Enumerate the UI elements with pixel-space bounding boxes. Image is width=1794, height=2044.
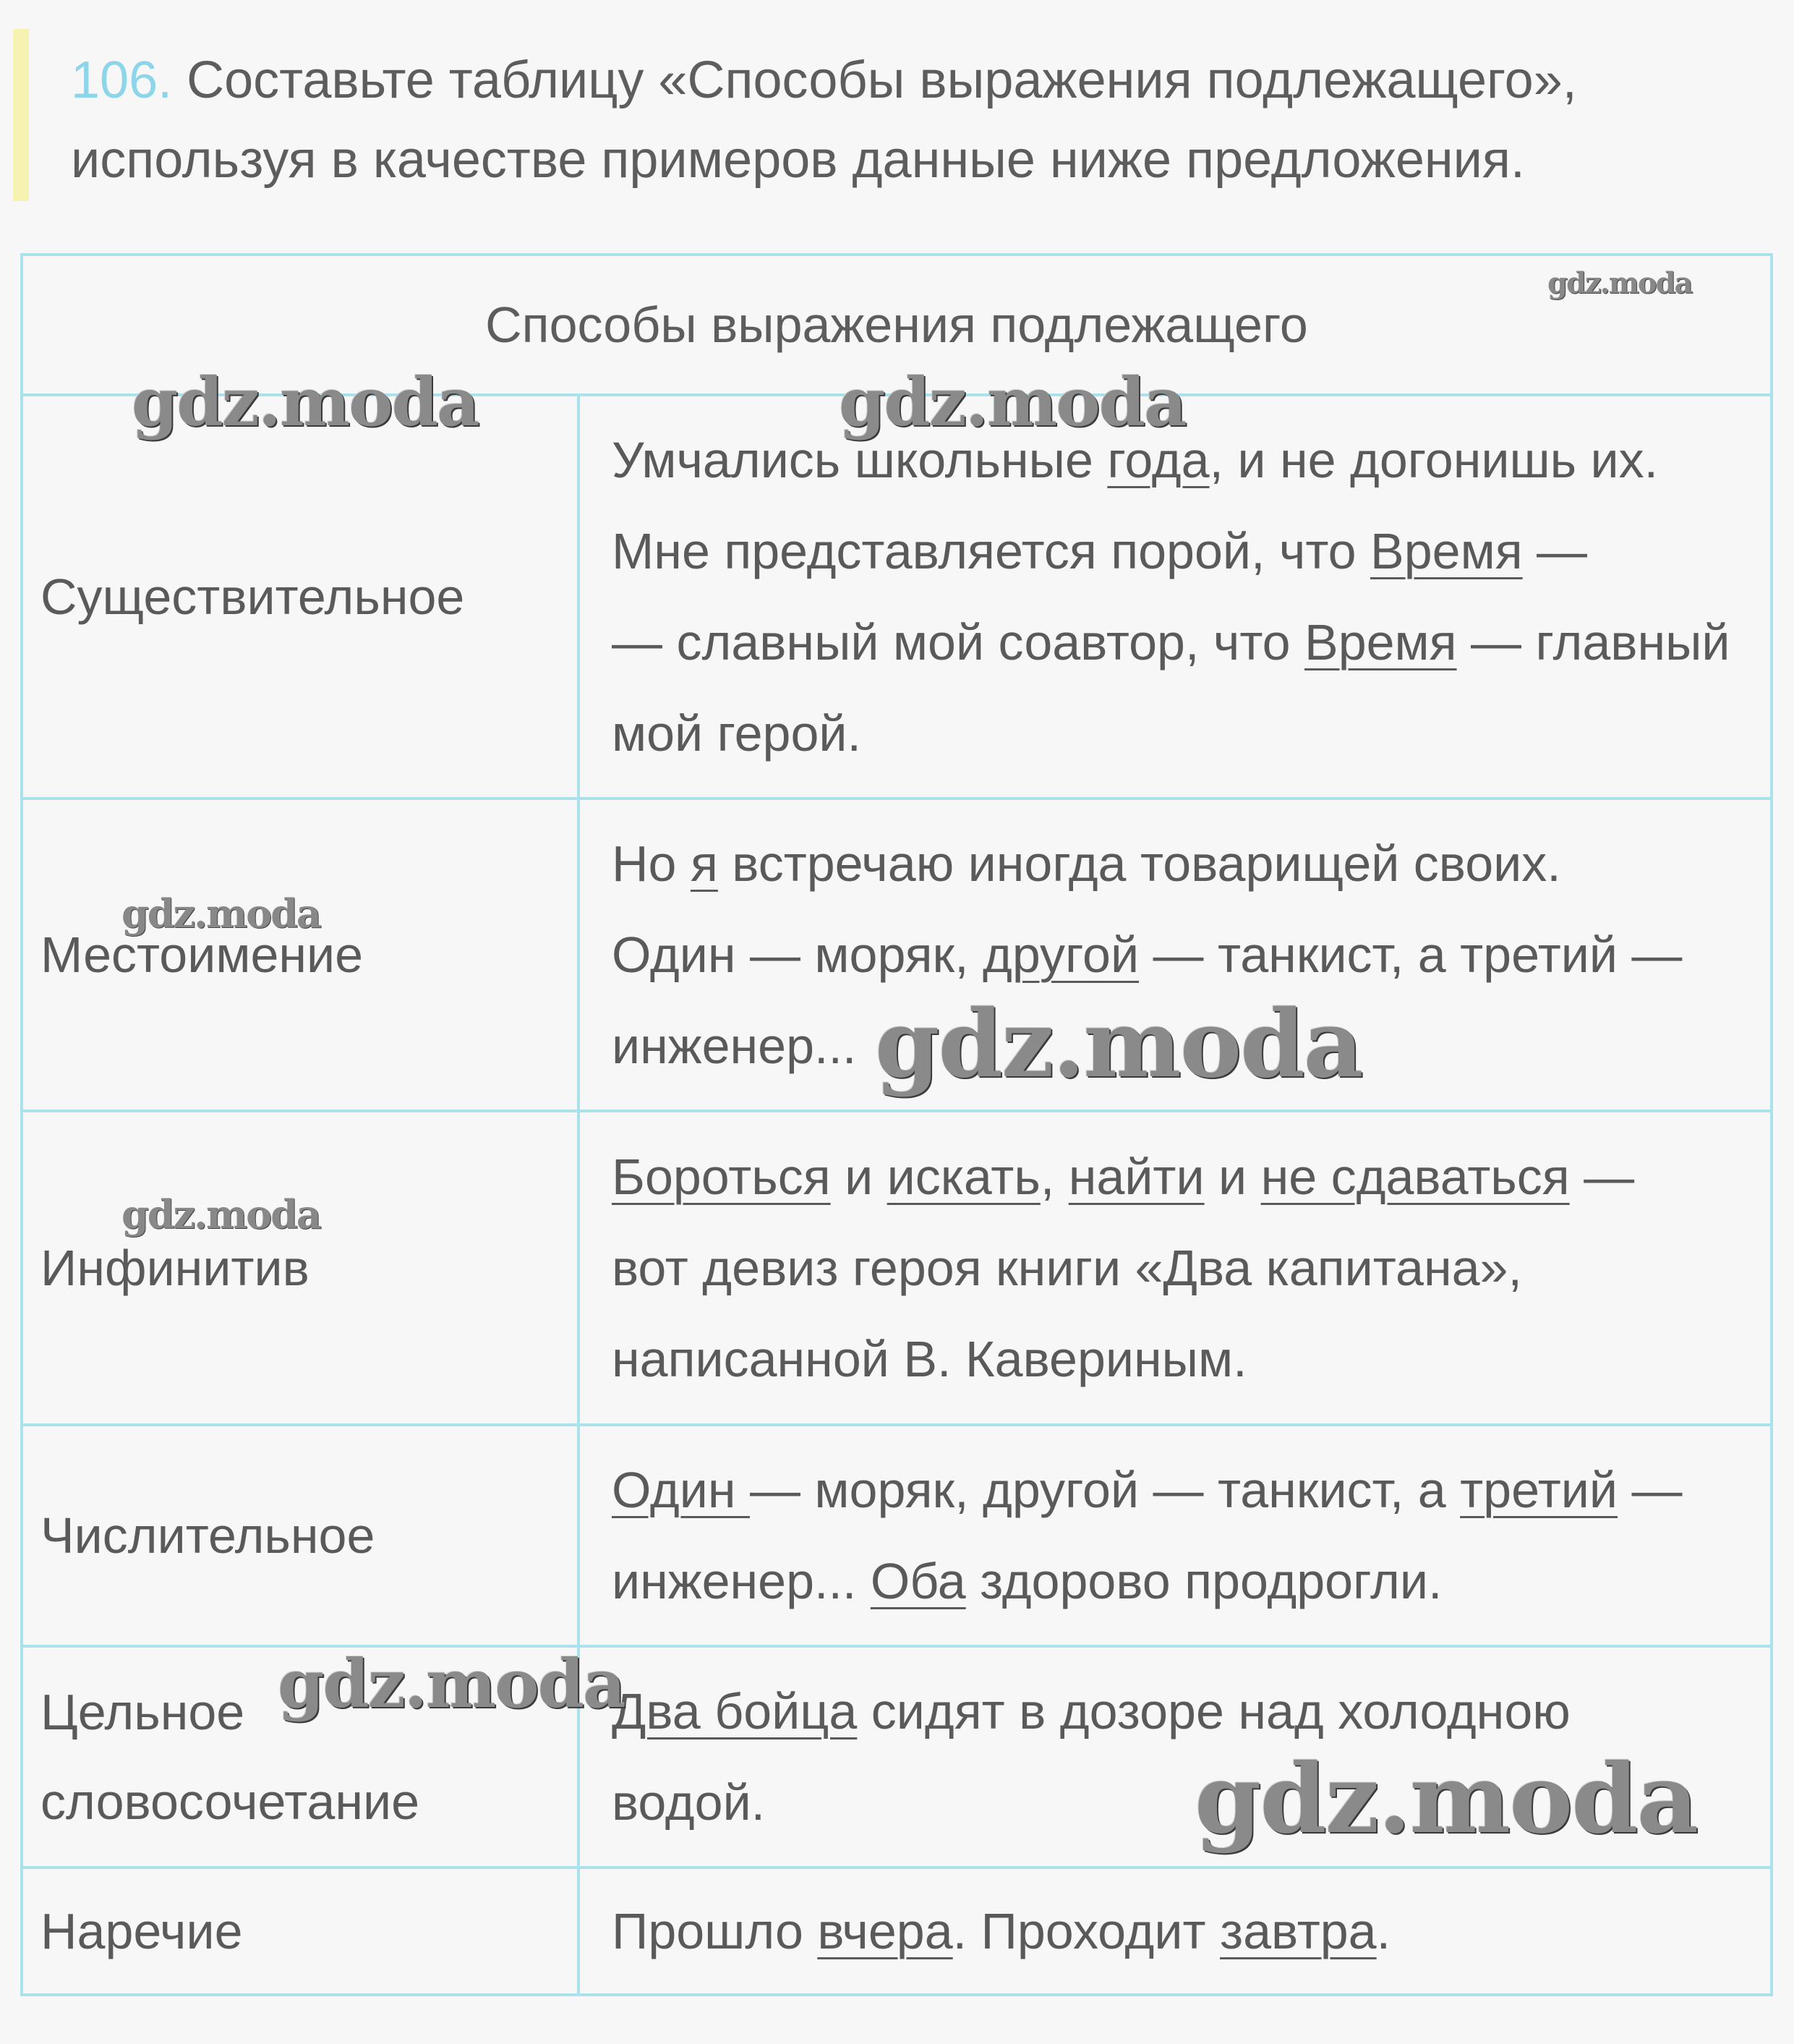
row-label (23, 1648, 580, 1866)
table-row (23, 1645, 1770, 1869)
subject-word: Два бойца (612, 1683, 858, 1739)
example-text: Прошло (612, 1903, 818, 1959)
table-row (23, 800, 1770, 1112)
watermark: gdz.moda (121, 1191, 320, 1238)
example-line (612, 990, 1756, 1099)
task-text-1: Составьте таблицу «Способы выражения подлежащего», (172, 51, 1577, 109)
subject-word: вчера (817, 1903, 953, 1959)
example-line (612, 1666, 1756, 1757)
example-text: Умчались школьные (612, 432, 1108, 488)
example-line (612, 506, 1756, 597)
row-label-line-1: Цельное (40, 1684, 245, 1740)
row-label: Местоимение (23, 800, 580, 1110)
example-text: Один — моряк, (612, 927, 983, 983)
table-row (23, 1426, 1770, 1648)
subject-word: Оба (870, 1553, 966, 1609)
example-text: встречаю иногда товарищей своих. (717, 835, 1561, 892)
example-text: — моряк, другой — танкист, а (749, 1462, 1461, 1518)
subject-word: Время (1370, 523, 1523, 579)
example-line (612, 1131, 1756, 1222)
task-line-1 (71, 41, 1770, 120)
example-text: и (830, 1149, 887, 1205)
row-example (580, 1648, 1770, 1866)
example-line (612, 688, 1756, 779)
example-line (612, 1757, 1756, 1848)
example-text: здорово продрогли. (965, 1553, 1443, 1609)
example-line (612, 414, 1756, 506)
subject-word: Бороться (612, 1149, 831, 1205)
example-text: Но (612, 835, 691, 892)
example-text: написанной В. Кавериным. (612, 1331, 1247, 1387)
row-example (580, 1112, 1770, 1423)
subject-word: не сдаваться (1260, 1149, 1570, 1205)
row-label: Числительное (23, 1426, 580, 1645)
row-label: Инфинитив (23, 1112, 580, 1423)
row-label: Наречие (23, 1869, 580, 1993)
row-label-line-2: словосочетание (40, 1773, 420, 1830)
example-text: — танкист, а третий — (1139, 927, 1683, 983)
row-example (580, 396, 1770, 797)
example-line (612, 1222, 1756, 1313)
example-text: инженер... (612, 1553, 871, 1609)
subject-word: искать (887, 1149, 1041, 1205)
subject-word: Время (1304, 614, 1457, 670)
subject-word: другой (983, 927, 1140, 983)
watermark: gdz.moda (278, 1645, 625, 1723)
row-example (580, 800, 1770, 1110)
example-line (612, 597, 1756, 688)
subject-word: найти (1068, 1149, 1205, 1205)
subject-word: третий (1460, 1462, 1618, 1518)
row-example (580, 1869, 1770, 1993)
example-text: — (1569, 1149, 1635, 1205)
example-line (612, 1444, 1756, 1536)
watermark: gdz.moda (121, 890, 320, 937)
example-text: инженер... (612, 1018, 857, 1074)
example-text: , (1040, 1149, 1069, 1205)
example-line (612, 1313, 1756, 1405)
example-text: и (1204, 1149, 1261, 1205)
example-text: , и не догонишь их. (1209, 432, 1659, 488)
table-title: Способы выражения подлежащего (23, 256, 1770, 396)
table-row (23, 396, 1770, 800)
example-text: сидят в дозоре над холодною (857, 1683, 1571, 1739)
example-text: . (1376, 1903, 1391, 1959)
watermark: gdz.moda (875, 990, 1362, 1099)
table-row (23, 1869, 1770, 1993)
subject-word: я (690, 835, 718, 892)
task-statement (13, 29, 1770, 201)
subject-word: года (1107, 432, 1210, 488)
example-text: — (1522, 523, 1588, 579)
example-text: Мне представляется порой, что (612, 523, 1371, 579)
example-line (612, 818, 1756, 909)
task-line-2: используя в качестве примеров данные ниже предложения. (71, 131, 1525, 189)
task-number: 106. (71, 51, 173, 109)
example-line (612, 909, 1756, 1000)
example-text: — главный (1456, 614, 1730, 670)
watermark: gdz.moda (1195, 1743, 1698, 1855)
example-text: — (1618, 1462, 1683, 1518)
example-text: мой герой. (612, 705, 861, 762)
subject-word: завтра (1220, 1903, 1377, 1959)
watermark: gdz.moda (1547, 266, 1692, 300)
example-line (612, 1886, 1756, 1977)
example-line (612, 1536, 1756, 1627)
example-text: вот девиз героя книги «Два капитана», (612, 1240, 1522, 1296)
subject-word: Один (612, 1462, 750, 1518)
watermark: gdz.moda (132, 363, 479, 441)
example-text: водой. (612, 1774, 766, 1831)
example-text: . Проходит (952, 1903, 1221, 1959)
watermark: gdz.moda (839, 363, 1186, 441)
example-text: — славный мой соавтор, что (612, 614, 1304, 670)
subject-table (20, 253, 1773, 1996)
row-example (580, 1426, 1770, 1645)
row-label: Существительное (23, 396, 580, 797)
table-row (23, 1112, 1770, 1426)
